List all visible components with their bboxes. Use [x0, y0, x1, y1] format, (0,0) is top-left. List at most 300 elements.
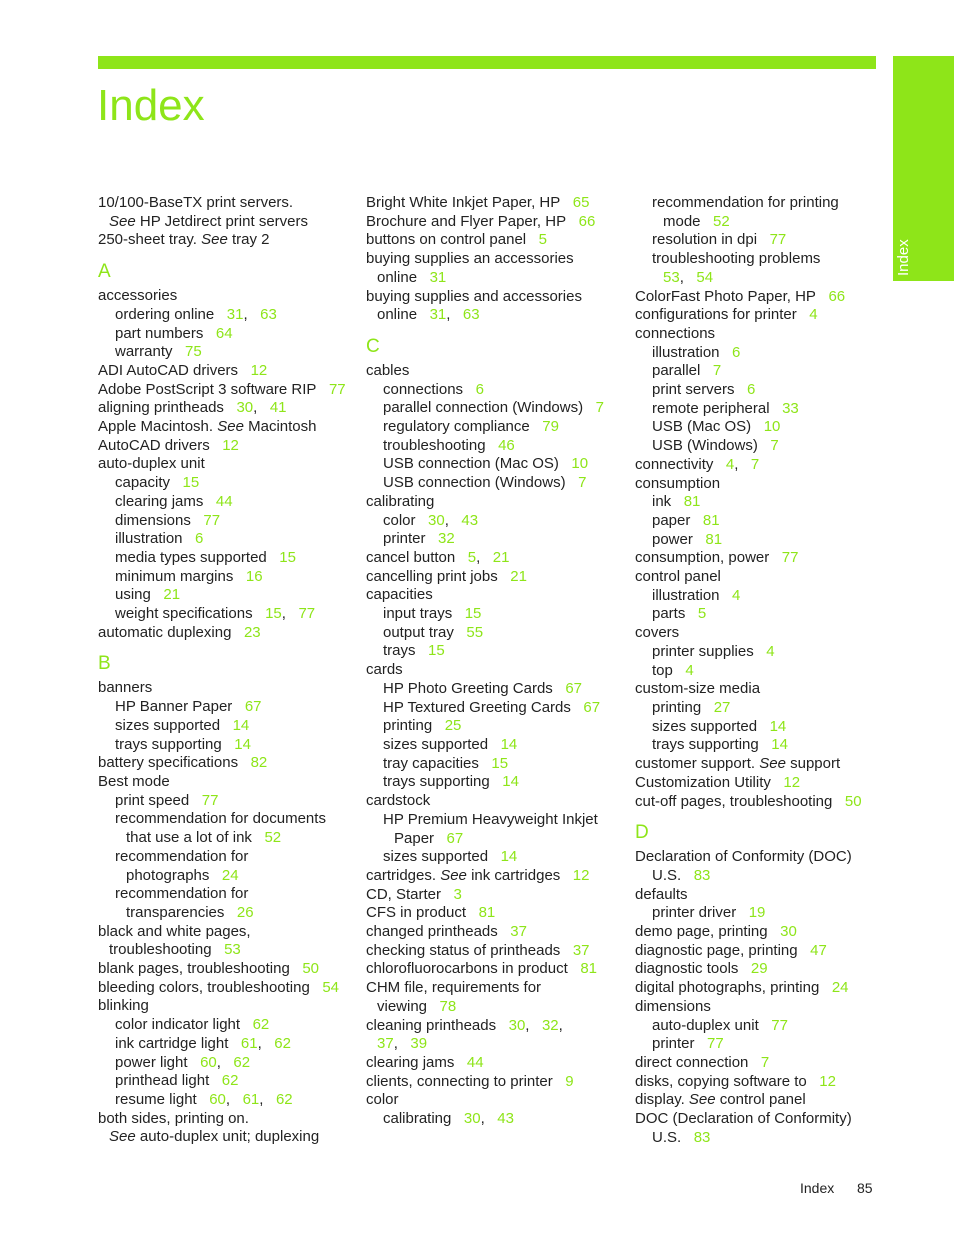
page-link[interactable]: 4: [725, 455, 735, 473]
page-link[interactable]: 33: [782, 399, 799, 417]
page-link[interactable]: 5: [467, 548, 477, 566]
page-link[interactable]: 7: [595, 399, 604, 417]
index-entry: [98, 923, 358, 942]
index-entry: [366, 642, 628, 661]
entry-text: diagnostic tools: [635, 960, 739, 978]
entry-text: customer support.: [635, 755, 756, 773]
index-entry: [635, 774, 885, 793]
index-entry: [98, 1016, 358, 1035]
entry-text: cartridges.: [366, 866, 437, 884]
index-entry: [366, 586, 628, 605]
entry-text: consumption: [635, 474, 721, 492]
page-link[interactable]: 21: [163, 586, 181, 604]
index-entry: [635, 213, 885, 232]
index-entry: [366, 437, 628, 456]
entry-text: connectivity: [635, 455, 714, 473]
page-link[interactable]: 44: [215, 492, 233, 510]
page-link[interactable]: 15: [464, 605, 482, 623]
entry-text: viewing: [377, 997, 428, 1015]
page-link[interactable]: 30: [463, 1110, 481, 1128]
see-reference: See: [217, 418, 244, 436]
entry-text: Brochure and Flyer Paper, HP: [366, 212, 567, 230]
entry-text: calibrating: [383, 1110, 452, 1128]
see-reference: See: [759, 755, 786, 773]
index-entry: [635, 587, 885, 606]
page-link[interactable]: 12: [222, 436, 239, 454]
see-reference: See: [688, 1091, 716, 1109]
entry-text: recommendation for documents: [115, 810, 326, 828]
entry-text: accessories: [98, 287, 178, 305]
page-link[interactable]: 77: [328, 380, 346, 398]
page-link[interactable]: 54: [322, 978, 340, 996]
page-link[interactable]: 4: [685, 661, 694, 679]
page-link[interactable]: 6: [475, 380, 484, 398]
entry-text: top: [652, 661, 673, 679]
entry-text: cut-off pages, troubleshooting: [635, 792, 833, 810]
index-entry: ordering online 31, 63: [115, 305, 277, 323]
index-entry: [635, 531, 885, 550]
page-link[interactable]: 31: [429, 268, 447, 286]
index-entry: [98, 325, 358, 344]
page-link[interactable]: 63: [462, 306, 480, 324]
page-link[interactable]: 64: [215, 324, 233, 342]
page-link[interactable]: 7: [578, 474, 587, 492]
entry-text: blinking: [98, 997, 149, 1015]
entry-text: ADI AutoCAD drivers: [98, 361, 239, 379]
index-entry: [98, 530, 358, 549]
page-link[interactable]: 6: [747, 381, 756, 399]
page-link[interactable]: 7: [712, 362, 722, 380]
page-link[interactable]: 9: [565, 1072, 574, 1090]
index-entry: [98, 717, 358, 736]
see-reference: See: [201, 231, 228, 249]
entry-text: resume light: [115, 1090, 197, 1108]
index-entry: [98, 773, 358, 792]
index-entry: [366, 867, 628, 886]
page-link[interactable]: 16: [245, 567, 263, 585]
index-entry: [635, 662, 885, 681]
index-entry: [366, 269, 628, 288]
page-link[interactable]: 32: [438, 530, 455, 548]
index-entry: [98, 624, 358, 643]
entry-text: sizes supported: [115, 716, 221, 734]
entry-text: illustration: [115, 530, 183, 548]
page-link[interactable]: 37: [510, 923, 527, 941]
page-link[interactable]: 30: [236, 399, 254, 417]
entry-text: banners: [98, 679, 153, 697]
index-entry: resume light 60, 61, 62: [115, 1090, 293, 1108]
entry-text: USB connection (Mac OS): [383, 455, 559, 473]
entry-text: media types supported: [115, 548, 267, 566]
index-entry: cleaning printheads 30, 32,: [366, 1016, 563, 1034]
index-entry: [635, 362, 885, 381]
page-link[interactable]: 30: [428, 511, 445, 529]
index-entry: [98, 231, 358, 250]
index-entry: color 30, 43: [383, 511, 479, 529]
page-link[interactable]: 24: [831, 979, 849, 997]
entry-text: connections: [635, 324, 716, 342]
page-link[interactable]: 14: [234, 735, 251, 753]
entry-text: online: [377, 268, 418, 286]
page-link[interactable]: 81: [683, 493, 701, 511]
index-entry: [366, 736, 628, 755]
entry-text: CD, Starter: [366, 885, 442, 903]
index-entry: [366, 493, 628, 512]
page-link[interactable]: 5: [697, 605, 707, 623]
entry-text: custom-size media: [635, 680, 761, 698]
page-link[interactable]: 24: [221, 866, 239, 884]
index-entry: [635, 306, 885, 325]
index-entry: [366, 699, 628, 718]
index-entry: [98, 362, 358, 381]
page-link[interactable]: 53: [224, 941, 241, 959]
entry-text: illustration: [652, 343, 720, 361]
entry-text: trays supporting: [115, 735, 222, 753]
index-entry: [635, 979, 885, 998]
index-entry: connectivity 4, 7: [635, 455, 760, 473]
page-link[interactable]: 19: [748, 904, 766, 922]
page-link[interactable]: 77: [203, 511, 221, 529]
page-link[interactable]: 41: [269, 399, 287, 417]
page-link[interactable]: 83: [693, 1128, 711, 1146]
page-link[interactable]: 37: [572, 941, 590, 959]
index-entry: [98, 1072, 358, 1091]
page-link[interactable]: 12: [819, 1072, 836, 1090]
entry-text: cancelling print jobs: [366, 567, 498, 585]
page-link[interactable]: 31: [226, 305, 244, 323]
index-entry: [635, 1129, 885, 1148]
page-link[interactable]: 79: [542, 418, 559, 436]
entry-text: ink: [652, 493, 672, 511]
entry-text: color: [366, 1091, 399, 1109]
index-entry: [366, 680, 628, 699]
index-entry: [366, 661, 628, 680]
index-entry: [635, 325, 885, 344]
entry-text: HP Photo Greeting Cards: [383, 679, 553, 697]
page-link[interactable]: 4: [809, 306, 818, 324]
index-entry: power light 60, 62: [115, 1053, 251, 1071]
page-link[interactable]: 7: [750, 455, 760, 473]
page-link[interactable]: 31: [429, 306, 447, 324]
page-link[interactable]: 67: [446, 829, 464, 847]
entry-text: AutoCAD drivers: [98, 436, 210, 454]
page-link[interactable]: 53: [663, 268, 680, 286]
page-link[interactable]: 37: [377, 1035, 394, 1053]
see-reference: See: [109, 212, 136, 230]
index-entry: [366, 904, 628, 923]
index-entry: [635, 493, 885, 512]
index-entry: [635, 960, 885, 979]
index-entry: [366, 605, 628, 624]
entry-text: defaults: [635, 885, 688, 903]
page-link[interactable]: 32: [541, 1016, 559, 1034]
page-link[interactable]: 47: [810, 941, 827, 959]
index-entry: [635, 1035, 885, 1054]
index-entry: [98, 493, 358, 512]
page-link[interactable]: 50: [302, 960, 320, 978]
entry-text: disks, copying software to: [635, 1072, 807, 1090]
page-link[interactable]: 81: [580, 960, 597, 978]
page-link[interactable]: 14: [502, 773, 519, 791]
index-entry: [635, 736, 885, 755]
index-entry: [635, 904, 885, 923]
index-entry: [98, 549, 358, 568]
page-link[interactable]: 46: [498, 436, 515, 454]
index-entry: [98, 848, 358, 867]
page-link[interactable]: 62: [275, 1090, 293, 1108]
page-link[interactable]: 25: [444, 717, 462, 735]
page-link[interactable]: 44: [466, 1053, 484, 1071]
index-entry: [635, 288, 885, 307]
entry-text: 10/100-BaseTX print servers.: [98, 194, 294, 211]
index-entry: [635, 1073, 885, 1092]
page-link[interactable]: 30: [780, 923, 797, 941]
entry-text: auto-duplex unit: [98, 455, 205, 473]
index-entry: 37, 39: [377, 1035, 428, 1053]
entry-text: covers: [635, 624, 680, 642]
page-link[interactable]: 65: [572, 194, 590, 211]
entry-text: consumption, power: [635, 549, 770, 567]
page-link[interactable]: 14: [500, 735, 518, 753]
index-entry: [366, 923, 628, 942]
page-link[interactable]: 67: [565, 679, 583, 697]
page-link[interactable]: 5: [538, 231, 547, 249]
page-link[interactable]: 62: [274, 1034, 291, 1052]
page-link[interactable]: 81: [478, 904, 496, 922]
entry-text: color indicator light: [115, 1016, 241, 1034]
entry-text: warranty: [115, 343, 173, 361]
page-link[interactable]: 4: [766, 642, 775, 660]
page-link[interactable]: 14: [232, 716, 250, 734]
index-entry: [366, 250, 628, 269]
trailing-comma: ,: [558, 1016, 563, 1034]
see-reference: See: [109, 1128, 136, 1146]
index-entry: [98, 810, 358, 829]
index-entry: [98, 736, 358, 755]
page-link[interactable]: 66: [828, 287, 846, 305]
entry-text: auto-duplex unit; duplexing: [139, 1128, 320, 1146]
entry-text: that use a lot of ink: [126, 829, 252, 847]
page-link[interactable]: 81: [705, 530, 723, 548]
page-link[interactable]: 39: [410, 1035, 428, 1053]
page-link[interactable]: 6: [195, 530, 204, 548]
page-link[interactable]: 52: [713, 212, 730, 230]
entry-text: trays: [383, 642, 416, 660]
page-link[interactable]: 4: [732, 586, 741, 604]
page-link[interactable]: 67: [583, 698, 601, 716]
index-entry: [366, 568, 628, 587]
entry-text: buying supplies an accessories: [366, 250, 574, 268]
index-entry: [366, 755, 628, 774]
entry-text: buying supplies and accessories: [366, 287, 582, 305]
page-link[interactable]: 14: [769, 717, 787, 735]
page-link[interactable]: 10: [571, 455, 589, 473]
page-link[interactable]: 77: [769, 231, 787, 249]
entry-text: auto-duplex unit: [652, 1016, 759, 1034]
page-link[interactable]: 75: [185, 343, 202, 361]
index-entry: 53, 54: [663, 268, 714, 286]
entry-text: both sides, printing on.: [98, 1109, 249, 1127]
entry-text: resolution in dpi: [652, 231, 758, 249]
page-link[interactable]: 52: [264, 829, 282, 847]
page-link[interactable]: 15: [428, 642, 445, 660]
entry-text: printer: [383, 530, 426, 548]
see-target: control panel: [719, 1091, 806, 1109]
page-link[interactable]: 77: [707, 1035, 724, 1053]
entry-text: remote peripheral: [652, 399, 770, 417]
index-entry: [635, 475, 885, 494]
index-entry: [98, 213, 358, 232]
page-link[interactable]: 30: [508, 1016, 526, 1034]
index-entry: [98, 904, 358, 923]
index-entry: [635, 250, 885, 269]
entry-text: Bright White Inkjet Paper, HP: [366, 194, 561, 211]
page-link[interactable]: 63: [260, 305, 277, 323]
index-entry: [635, 194, 885, 213]
index-entry: [366, 1054, 628, 1073]
page-link[interactable]: 3: [453, 885, 462, 903]
entry-text: digital photographs, printing: [635, 979, 820, 997]
page-link[interactable]: 12: [783, 773, 801, 791]
index-entry: [635, 755, 885, 774]
page-link[interactable]: 10: [763, 418, 781, 436]
entry-text: printing: [652, 698, 702, 716]
entry-text: CHM file, requirements for: [366, 979, 542, 997]
index-entry: [635, 680, 885, 699]
entry-text: power: [652, 530, 693, 548]
page-link[interactable]: 29: [750, 960, 768, 978]
entry-text: using: [115, 586, 151, 604]
index-entry: [366, 979, 628, 998]
page-link[interactable]: 60: [200, 1053, 217, 1071]
page-link[interactable]: 21: [492, 548, 510, 566]
entry-text: troubleshooting: [109, 941, 212, 959]
page-link[interactable]: 23: [243, 623, 261, 641]
entry-text: connections: [383, 380, 464, 398]
footer-section: Index: [800, 1180, 835, 1196]
index-entry: [366, 960, 628, 979]
page-link[interactable]: 50: [844, 792, 862, 810]
entry-text: changed printheads: [366, 923, 498, 941]
page-link[interactable]: 77: [771, 1016, 788, 1034]
page-link[interactable]: 62: [221, 1072, 239, 1090]
index-entry: [366, 288, 628, 307]
page-link[interactable]: 66: [578, 212, 596, 230]
entry-text: ink cartridge light: [115, 1034, 229, 1052]
page-link[interactable]: 7: [770, 437, 779, 455]
page-link[interactable]: 15: [279, 548, 296, 566]
entry-text: printhead light: [115, 1072, 210, 1090]
entry-text: cancel button: [366, 548, 456, 566]
entry-text: Paper: [394, 829, 435, 847]
page-link[interactable]: 26: [236, 903, 254, 921]
index-entry: [635, 793, 885, 812]
page-link[interactable]: 6: [732, 343, 741, 361]
entry-text: USB connection (Windows): [383, 474, 566, 492]
entry-text: automatic duplexing: [98, 623, 232, 641]
index-entry: [98, 1110, 358, 1129]
index-entry: [366, 773, 628, 792]
index-entry: [98, 512, 358, 531]
page-link[interactable]: 43: [497, 1110, 514, 1128]
page-link[interactable]: 15: [265, 605, 282, 623]
index-entry: [98, 455, 358, 474]
entry-text: DOC (Declaration of Conformity): [635, 1110, 852, 1128]
see-target: ink cartridges: [471, 866, 561, 884]
page-link[interactable]: 67: [244, 698, 262, 716]
page-link[interactable]: 7: [760, 1053, 770, 1071]
page-link[interactable]: 14: [500, 848, 518, 866]
index-entry: [366, 418, 628, 437]
index-entry: weight specifications 15, 77: [115, 605, 316, 623]
entry-text: dimensions: [635, 997, 711, 1015]
page-link[interactable]: 77: [298, 605, 316, 623]
entry-text: paper: [652, 511, 691, 529]
entry-text: mode: [663, 212, 701, 230]
page-link[interactable]: 43: [461, 511, 479, 529]
entry-text: HP Textured Greeting Cards: [383, 698, 571, 716]
entry-text: minimum margins: [115, 567, 234, 585]
page-link[interactable]: 12: [250, 361, 268, 379]
index-entry: [98, 941, 358, 960]
index-entry: [98, 754, 358, 773]
index-entry: [98, 287, 358, 306]
index-entry: [98, 885, 358, 904]
page-link[interactable]: 82: [250, 754, 268, 772]
page-link[interactable]: 14: [771, 736, 788, 754]
page-link[interactable]: 12: [572, 866, 590, 884]
page-link[interactable]: 27: [713, 698, 731, 716]
page-link[interactable]: 61: [240, 1034, 258, 1052]
index-entry: [366, 362, 628, 381]
page-link[interactable]: 83: [693, 866, 711, 884]
page-link[interactable]: 60: [209, 1090, 226, 1108]
index-entry: [98, 568, 358, 587]
page-link[interactable]: 77: [201, 791, 219, 809]
index-entry: [98, 867, 358, 886]
entry-text: sizes supported: [383, 735, 489, 753]
page-link[interactable]: 62: [252, 1016, 270, 1034]
page-link[interactable]: 15: [491, 754, 509, 772]
index-letter-heading: C: [366, 335, 380, 357]
page-link[interactable]: 54: [696, 268, 714, 286]
entry-text: weight specifications: [115, 605, 253, 623]
page-link[interactable]: 21: [510, 567, 527, 585]
index-entry: [366, 792, 628, 811]
index-entry: [98, 792, 358, 811]
index-column-2: [366, 194, 628, 1129]
entry-text: Adobe PostScript 3 software RIP: [98, 380, 317, 398]
index-entry: [98, 381, 358, 400]
index-entry: [366, 455, 628, 474]
entry-text: cardstock: [366, 792, 431, 810]
page-link[interactable]: 15: [182, 474, 200, 492]
index-entry: [366, 231, 628, 250]
entry-text: buttons on control panel: [366, 231, 527, 249]
index-entry: [635, 344, 885, 363]
page-link[interactable]: 62: [233, 1053, 251, 1071]
index-entry: [635, 942, 885, 961]
entry-text: Apple Macintosh.: [98, 418, 214, 436]
page-link[interactable]: 81: [702, 511, 720, 529]
page-link[interactable]: 61: [242, 1090, 260, 1108]
page-link[interactable]: 55: [466, 623, 484, 641]
entry-text: sizes supported: [383, 848, 489, 866]
entry-text: chlorofluorocarbons in product: [366, 960, 568, 978]
page-link[interactable]: 77: [781, 549, 799, 567]
entry-text: demo page, printing: [635, 923, 768, 941]
page-link[interactable]: 78: [439, 997, 457, 1015]
